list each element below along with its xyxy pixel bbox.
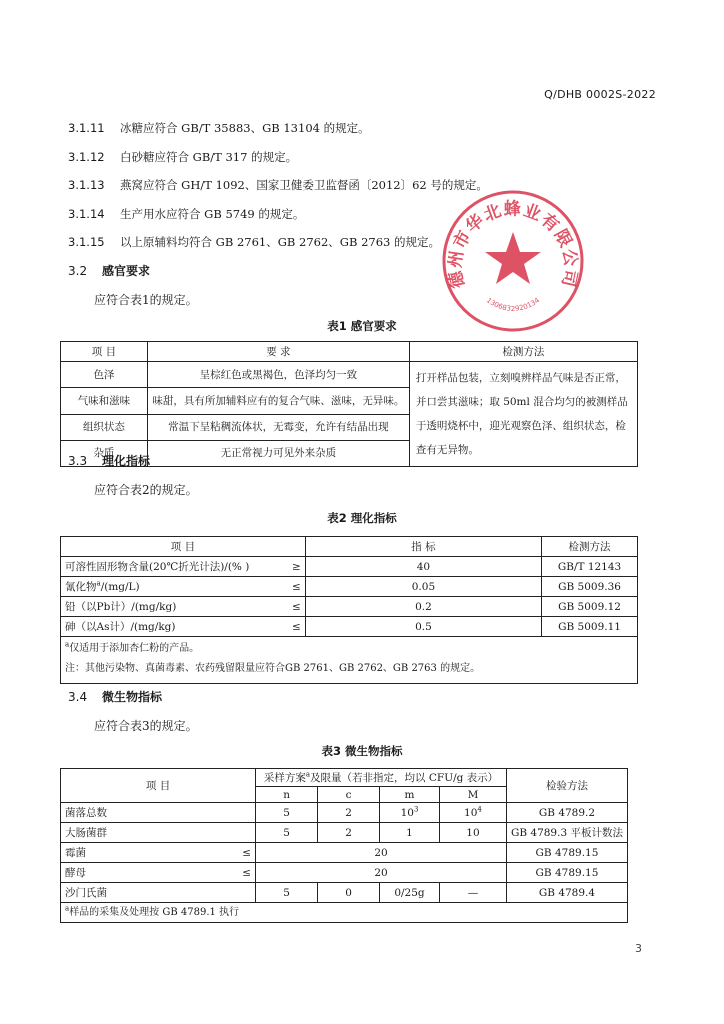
section-number: 3.2	[68, 264, 88, 278]
clause-text: 白砂糖应符合 GB/T 317 的规定。	[120, 150, 298, 164]
header-requirement: 要 求	[147, 342, 409, 362]
seal-number: 1306832920134	[484, 296, 542, 313]
cell-method: GB 5009.36	[542, 577, 638, 597]
cell-method: GB 4789.15	[506, 863, 627, 883]
section-paragraph: 应符合表1的规定。	[94, 293, 198, 307]
cell-M: 10	[439, 823, 506, 843]
cell-item	[61, 863, 256, 883]
clause-3-1-13	[68, 177, 488, 193]
header-sampling-plan	[256, 769, 507, 787]
m-exponent: 3	[413, 805, 419, 813]
cell-method: GB 4789.3 平板计数法	[506, 823, 627, 843]
operator: ≤	[242, 846, 252, 859]
clause-3-1-11	[68, 120, 370, 136]
cell-item: 大肠菌群	[61, 823, 256, 843]
cell-M	[439, 803, 506, 823]
operator: ≤	[292, 580, 301, 593]
cell-item	[61, 617, 306, 637]
cell-method: GB 4789.15	[506, 843, 627, 863]
table2-note: 注：其他污染物、真菌毒素、农药残留限量应符合GB 2761、GB 2762、GB 2763 的规定。	[65, 663, 481, 674]
clause-number: 3.1.12	[68, 150, 105, 164]
item-text: 霉菌	[65, 846, 86, 859]
company-seal	[440, 188, 586, 334]
cell-method: GB 5009.11	[542, 617, 638, 637]
cell-method: GB 4789.4	[506, 883, 627, 903]
cell-item	[61, 577, 306, 597]
cell-requirement: 呈棕红色或黑褐色，色泽均匀一致	[147, 362, 409, 388]
header-indicator: 指 标	[305, 537, 541, 557]
svg-text:1306832920134	[485, 296, 542, 313]
section-title: 感官要求	[102, 264, 151, 278]
header-item: 项 目	[61, 769, 256, 803]
cell-m	[380, 803, 440, 823]
table2-caption: 表2 理化指标	[327, 511, 397, 525]
clause-3-1-14	[68, 206, 304, 222]
clause-text: 燕窝应符合 GH/T 1092、国家卫健委卫监督函〔2012〕62 号的规定。	[120, 178, 488, 192]
subheader-M: M	[439, 787, 506, 803]
section-title: 理化指标	[102, 454, 151, 468]
item-text: 酵母	[65, 866, 86, 879]
table-microbiological	[60, 768, 628, 923]
footnote-mark: a	[65, 640, 70, 649]
operator: ≤	[292, 620, 301, 633]
cell-limit: 20	[256, 863, 507, 883]
cell-requirement: 味甜，具有所加辅料应有的复合气味、滋味，无异味。	[147, 388, 409, 414]
star-icon	[485, 232, 541, 284]
cell-n: 5	[256, 823, 318, 843]
cell-n: 5	[256, 803, 318, 823]
operator: ≥	[292, 560, 301, 573]
table2-footnote	[65, 639, 633, 659]
cell-item: 沙门氏菌	[61, 883, 256, 903]
item-text: 铅（以Pb计）/(mg/kg)	[65, 600, 177, 613]
clause-number: 3.1.13	[68, 178, 105, 192]
clause-3-1-12	[68, 149, 297, 165]
cell-value: 0.2	[305, 597, 541, 617]
table2-notes	[61, 637, 638, 684]
cell-item: 菌落总数	[61, 803, 256, 823]
header-method: 检测方法	[409, 342, 637, 362]
cell-limit: 20	[256, 843, 507, 863]
cell-value: 0.5	[305, 617, 541, 637]
section-heading-3-4	[68, 688, 162, 705]
section-paragraph: 应符合表3的规定。	[94, 719, 198, 733]
header-method: 检测方法	[542, 537, 638, 557]
footnote-mark: a	[96, 579, 101, 587]
cell-requirement: 常温下呈粘稠流体状，无霉变，允许有结晶出现	[147, 414, 409, 440]
M-exponent: 4	[477, 805, 482, 813]
table1-caption: 表1 感官要求	[327, 319, 397, 333]
cell-item	[61, 843, 256, 863]
section-heading-3-3	[68, 452, 150, 469]
operator: ≤	[242, 866, 252, 879]
M-value: 10	[464, 806, 478, 819]
table-sensory	[60, 341, 638, 467]
cell-c: 2	[318, 823, 380, 843]
cell-item: 气味和滋味	[61, 388, 148, 414]
operator: ≤	[292, 600, 301, 613]
item-unit: /(mg/L)	[100, 580, 140, 593]
footnote-text: 样品的采集及处理按 GB 4789.1 执行	[69, 906, 240, 918]
clause-number: 3.1.11	[68, 121, 105, 135]
section-title: 微生物指标	[102, 690, 163, 704]
cell-item: 组织状态	[61, 414, 148, 440]
subheader-c: c	[318, 787, 380, 803]
cell-item	[61, 597, 306, 617]
item-text: 氰化物	[65, 580, 97, 593]
cell-item: 杂质	[61, 440, 148, 466]
cell-M: —	[439, 883, 506, 903]
table-physicochemical	[60, 536, 638, 684]
cell-m: 0/25g	[380, 883, 440, 903]
clause-text: 生产用水应符合 GB 5749 的规定。	[120, 207, 305, 221]
cell-requirement: 无正常视力可见外来杂质	[147, 440, 409, 466]
clause-text: 冰糖应符合 GB/T 35883、GB 13104 的规定。	[120, 121, 370, 135]
cell-method: GB 4789.2	[506, 803, 627, 823]
cell-item: 色泽	[61, 362, 148, 388]
table3-footnote	[61, 903, 628, 923]
item-text: 可溶性固形物含量(20℃折光计法)/(% )	[65, 560, 250, 573]
header-plan-text: 采样方案	[263, 771, 306, 784]
header-item: 项 目	[61, 537, 306, 557]
cell-c: 0	[318, 883, 380, 903]
footnote-text: 仅适用于添加杏仁粉的产品。	[69, 643, 200, 654]
clause-3-1-15	[68, 234, 440, 250]
section-number: 3.4	[68, 690, 88, 704]
cell-c: 2	[318, 803, 380, 823]
subheader-n: n	[256, 787, 318, 803]
section-heading-3-2	[68, 262, 150, 279]
m-value: 10	[400, 806, 414, 819]
header-item: 项 目	[61, 342, 148, 362]
footnote-mark: a	[65, 904, 70, 913]
cell-value: 0.05	[305, 577, 541, 597]
section-paragraph: 应符合表2的规定。	[94, 483, 198, 497]
cell-m: 1	[380, 823, 440, 843]
cell-method: GB 5009.12	[542, 597, 638, 617]
document-number: Q/DHB 0002S-2022	[544, 88, 656, 101]
section-number: 3.3	[68, 454, 88, 468]
header-plan-text-tail: 及限量（若非指定，均以 CFU/g 表示）	[310, 771, 499, 784]
clause-number: 3.1.14	[68, 207, 105, 221]
clause-text: 以上原辅料均符合 GB 2761、GB 2762、GB 2763 的规定。	[120, 235, 440, 249]
item-text: 砷（以As计）/(mg/kg)	[65, 620, 176, 633]
footnote-mark: a	[305, 770, 311, 778]
cell-value: 40	[305, 557, 541, 577]
clause-number: 3.1.15	[68, 235, 105, 249]
page-number: 3	[635, 942, 642, 955]
cell-method: GB/T 12143	[542, 557, 638, 577]
cell-item	[61, 557, 306, 577]
cell-method: 打开样品包装，立刻嗅辨样品气味是否正常，并口尝其滋味；取 50ml 混合均匀的被测样品于透明烧杯中，迎光观察色泽、组织状态，检查有无异物。	[409, 362, 637, 467]
header-method: 检验方法	[506, 769, 627, 803]
cell-n: 5	[256, 883, 318, 903]
table3-caption: 表3 微生物指标	[321, 744, 403, 758]
subheader-m: m	[380, 787, 440, 803]
seal-text: 德州市华北蜂业有限公司	[445, 199, 581, 290]
